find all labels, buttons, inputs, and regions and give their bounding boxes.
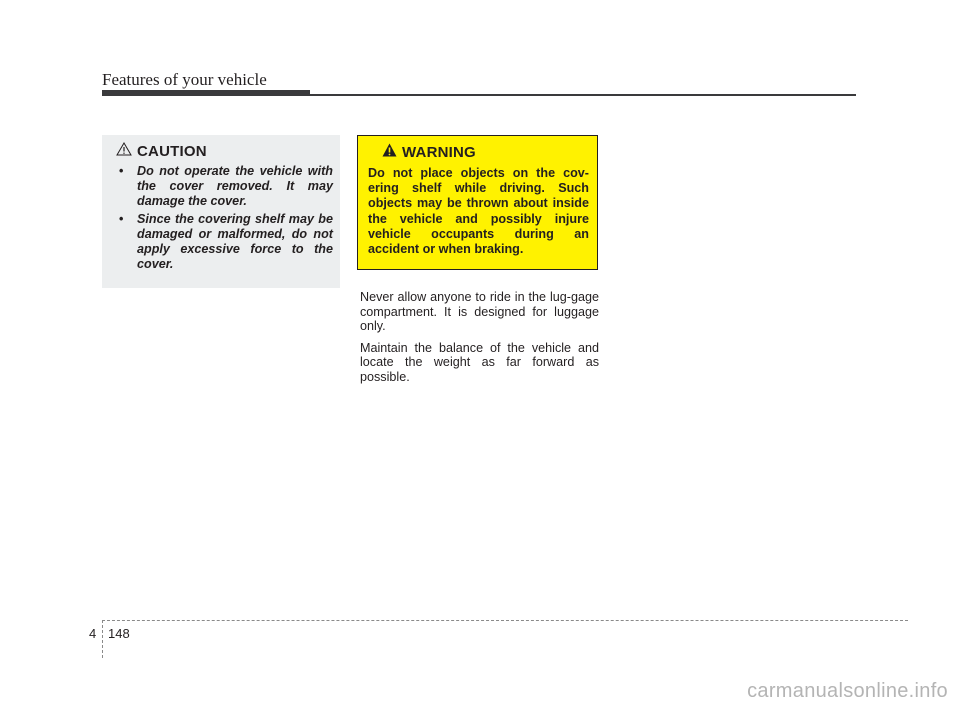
- chapter-number: 4: [89, 626, 97, 641]
- warning-text: Do not place objects on the cov-ering shelf while driving. Such objects may be thrown about inside the vehicle and possibly injure vehicle occupants during an accident or when braking.: [368, 166, 589, 257]
- watermark: carmanualsonline.info: [747, 680, 948, 702]
- caution-box: [102, 135, 340, 288]
- header-accent-bar: [102, 90, 310, 96]
- body-paragraph: Never allow anyone to ride in the lug-gage compartment. It is designed for luggage only.: [360, 290, 599, 333]
- section-header-title: Features of your vehicle: [102, 70, 267, 89]
- body-paragraph: Maintain the balance of the vehicle and locate the weight as far forward as possible.: [360, 340, 599, 384]
- warning-triangle-icon: [382, 143, 397, 162]
- warning-box: [357, 135, 598, 270]
- caution-heading: [116, 142, 333, 161]
- warning-heading: [382, 143, 589, 162]
- caution-triangle-icon: [116, 142, 132, 161]
- footer-divider: [102, 620, 103, 658]
- footer-rule: [102, 620, 908, 621]
- caution-item-text: Do not operate the vehicle with the cover removed. It may damage the cover.: [137, 164, 333, 208]
- warning-title: WARNING: [402, 144, 476, 161]
- caution-title: CAUTION: [137, 143, 207, 160]
- bullet: •: [119, 164, 124, 178]
- body-text: [360, 290, 599, 391]
- caution-item: [116, 164, 333, 209]
- caution-list: [116, 164, 333, 272]
- page-number: 148: [108, 626, 130, 641]
- header-rule: [310, 94, 856, 96]
- caution-item: [116, 212, 333, 272]
- caution-item-text: Since the covering shelf may be damaged or malformed, do not apply excessive force to the cover.: [137, 212, 333, 271]
- bullet: •: [119, 212, 124, 226]
